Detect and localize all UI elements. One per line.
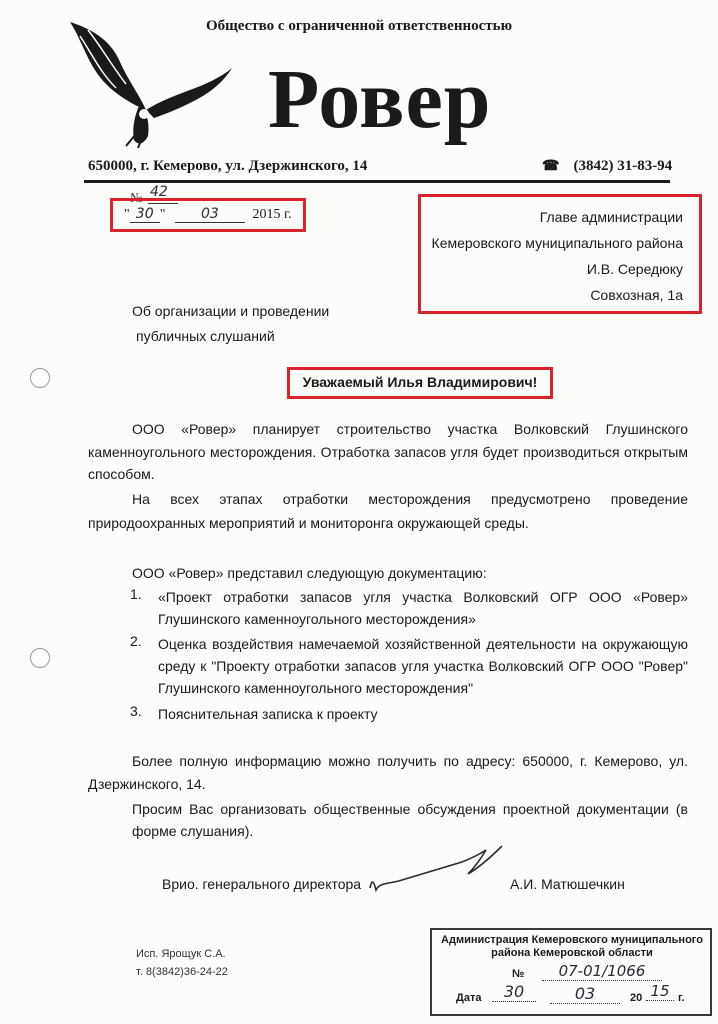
letterhead-rule (84, 180, 670, 183)
list-item: Пояснительная записка к проекту (158, 706, 378, 722)
company-address: 650000, г. Кемерово, ул. Дзержинского, 14 (88, 158, 368, 174)
list-number: 1. (130, 586, 142, 602)
company-phone: (3842) 31-83-94 (573, 158, 673, 174)
addressee-line: И.В. Середюку (586, 261, 683, 277)
punch-hole (30, 368, 50, 388)
stamp-number-label: № (512, 968, 525, 980)
list-item: «Проект отработки запасов угля участка Волковский ОГР ООО «Ровер» Глушинского каменноугольного месторождения» (158, 589, 688, 627)
stamp-day: 30 (492, 982, 536, 1002)
stamp-month: 03 (550, 984, 620, 1004)
org-type: Общество с ограниченной ответственностью (205, 18, 513, 34)
paragraph: ООО «Ровер» представил следующую документацию: (132, 565, 487, 581)
signatory-title: Врио. генерального директора (162, 876, 362, 892)
date-month: 03 (175, 206, 245, 223)
stamp-year-suffix: 15 (646, 982, 674, 1001)
list-number: 2. (130, 633, 142, 649)
paragraph-line: ООО «Ровер» планирует строительство участка Волковский Глушинского (132, 421, 688, 437)
company-phone-block (542, 158, 672, 175)
executor-phone: т. 8(3842)36-24-22 (136, 966, 228, 978)
paragraph: Дзержинского, 14. (88, 776, 206, 792)
registration-stamp (430, 928, 712, 1016)
punch-hole (30, 648, 50, 668)
addressee-line: Главе администрации (539, 209, 683, 225)
signatory-name: А.И. Матюшечкин (510, 876, 625, 892)
stamp-year-prefix: 20 (630, 992, 643, 1004)
list-item: Оценка воздействия намечаемой хозяйственной деятельности на окружающую среду к "Проекту отработки запасов угля участка Волковский ОГР ООО "Ровер" Глушинского каменноугольного месторождения" (158, 636, 688, 696)
stamp-authority: Администрация Кемеровского муниципального (441, 934, 703, 946)
stamp-date-label: Дата (456, 992, 482, 1004)
stamp-authority-region: района Кемеровской области (491, 947, 653, 959)
addressee-line: Кемеровского муниципального района (431, 235, 683, 251)
subject-line: Об организации и проведении (132, 303, 330, 319)
paragraph: Просим Вас организовать общественные обсуждения проектной документации (в форме слушания). (132, 801, 688, 839)
eagle-logo (62, 18, 237, 148)
addressee-block (418, 194, 702, 314)
outgoing-number: 42 (150, 184, 168, 200)
telephone-icon: ☎ (542, 159, 560, 174)
paragraph-line: На всех этапах отработки месторождения предусмотрено проведение (132, 491, 688, 507)
company-name: Ровер (268, 53, 492, 146)
subject-line: публичных слушаний (136, 328, 275, 344)
stamp-reg-number: 07-01/1066 (542, 962, 662, 981)
handwritten-signature (362, 838, 512, 898)
paragraph: каменноугольного месторождения. Отработка запасов угля будет производиться открытым способом. (88, 444, 688, 482)
number-label: № (130, 190, 143, 205)
outgoing-date: " 30 " 03 2015 г. (124, 206, 292, 222)
executor-name: Исп. Ярощук С.А. (136, 948, 226, 960)
date-day: 30 (130, 206, 160, 223)
addressee-line: Совхозная, 1а (590, 287, 683, 303)
date-year: 2015 г. (252, 207, 292, 222)
greeting: Уважаемый Илья Владимирович! (302, 374, 538, 390)
list-number: 3. (130, 703, 142, 719)
paragraph-line: Более полную информацию можно получить по адресу: 650000, г. Кемерово, ул. (132, 753, 688, 769)
stamp-year-tail: г. (678, 992, 685, 1004)
paragraph: природоохранных мероприятий и мониторонга окружающей среды. (88, 515, 529, 531)
